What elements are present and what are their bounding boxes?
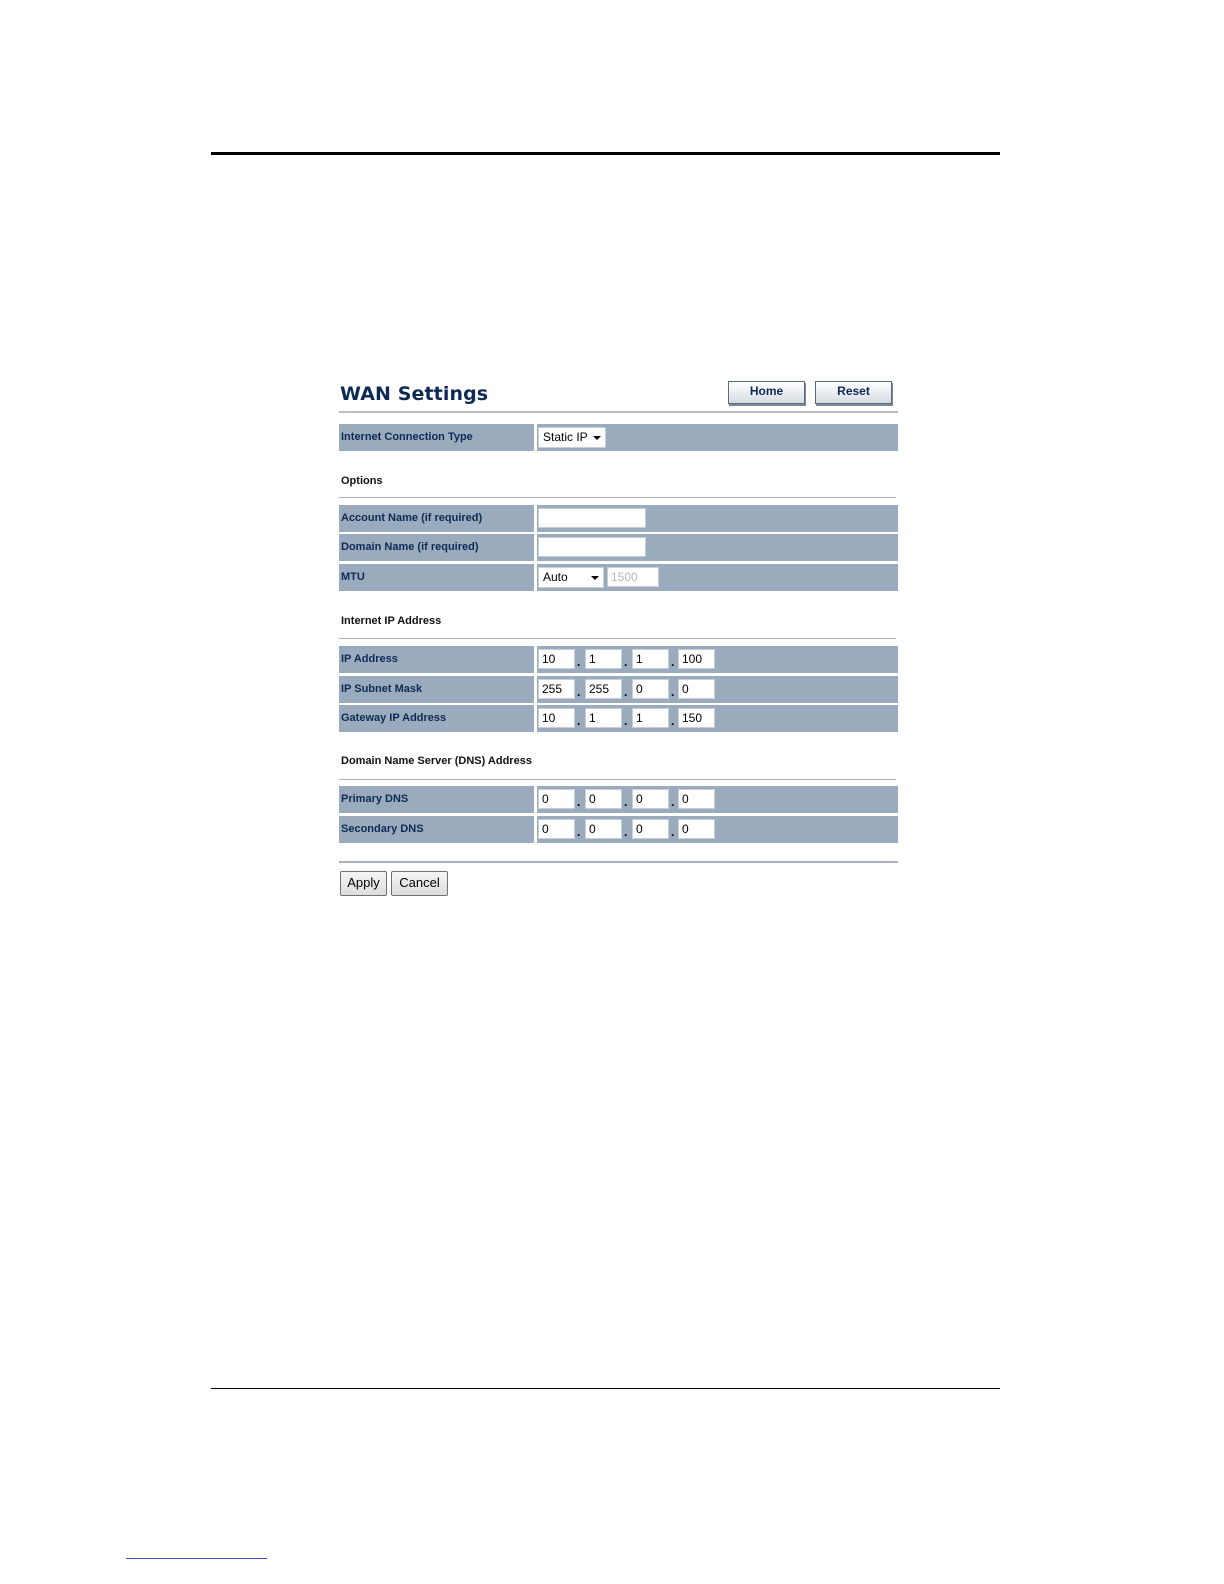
subnet-mask-octet-4[interactable]: 0 bbox=[678, 679, 715, 699]
account-name-label: Account Name (if required) bbox=[341, 512, 483, 524]
connection-type-label: Internet Connection Type bbox=[341, 431, 473, 443]
ip-address-octet-1[interactable]: 10 bbox=[538, 649, 575, 669]
octet-separator: . bbox=[671, 795, 675, 809]
ip-address-label: IP Address bbox=[341, 653, 398, 665]
mtu-row bbox=[339, 564, 898, 591]
octet-separator: . bbox=[671, 825, 675, 839]
octet-separator: . bbox=[624, 655, 628, 669]
form-bottom-divider bbox=[339, 861, 898, 863]
connection-type-row bbox=[339, 424, 898, 451]
primary-dns-label: Primary DNS bbox=[341, 793, 409, 805]
subnet-mask-octet-1[interactable]: 255 bbox=[538, 679, 575, 699]
options-divider bbox=[339, 497, 896, 498]
octet-separator: . bbox=[577, 714, 581, 728]
title-divider bbox=[339, 411, 898, 413]
gateway-octet-2[interactable]: 1 bbox=[585, 708, 622, 728]
domain-name-label: Domain Name (if required) bbox=[341, 541, 479, 553]
cancel-button[interactable]: Cancel bbox=[391, 871, 448, 896]
gateway-row bbox=[339, 705, 898, 732]
gateway-label: Gateway IP Address bbox=[341, 712, 447, 724]
gateway-octet-3[interactable]: 1 bbox=[632, 708, 669, 728]
octet-separator: . bbox=[671, 685, 675, 699]
mtu-value-input[interactable]: 1500 bbox=[607, 567, 659, 587]
home-button[interactable]: Home bbox=[728, 381, 805, 404]
connection-type-select[interactable] bbox=[538, 427, 606, 448]
octet-separator: . bbox=[671, 714, 675, 728]
connection-type-value: Static IP bbox=[543, 430, 588, 444]
primary-dns-octet-1[interactable]: 0 bbox=[538, 789, 575, 809]
mtu-label: MTU bbox=[341, 571, 365, 583]
header-rule bbox=[211, 152, 1000, 155]
ip-address-octet-4[interactable]: 100 bbox=[678, 649, 715, 669]
primary-dns-row bbox=[339, 786, 898, 813]
gateway-octet-4[interactable]: 150 bbox=[678, 708, 715, 728]
ip-address-octet-3[interactable]: 1 bbox=[632, 649, 669, 669]
secondary-dns-octet-4[interactable]: 0 bbox=[678, 819, 715, 839]
primary-dns-octet-3[interactable]: 0 bbox=[632, 789, 669, 809]
subnet-mask-label: IP Subnet Mask bbox=[341, 683, 423, 695]
secondary-dns-row bbox=[339, 816, 898, 843]
account-name-row bbox=[339, 505, 898, 532]
octet-separator: . bbox=[624, 685, 628, 699]
footer-rule bbox=[211, 1388, 1000, 1389]
octet-separator: . bbox=[624, 714, 628, 728]
domain-name-input[interactable] bbox=[538, 537, 646, 557]
octet-separator: . bbox=[577, 795, 581, 809]
chevron-down-icon bbox=[593, 436, 601, 440]
secondary-dns-label: Secondary DNS bbox=[341, 823, 424, 835]
domain-name-row bbox=[339, 534, 898, 561]
options-heading: Options bbox=[341, 475, 383, 487]
reset-button[interactable]: Reset bbox=[815, 381, 892, 404]
octet-separator: . bbox=[577, 655, 581, 669]
dns-divider bbox=[339, 779, 896, 780]
footnote-rule bbox=[126, 1558, 267, 1559]
internet-ip-divider bbox=[339, 638, 896, 639]
internet-ip-heading: Internet IP Address bbox=[341, 615, 442, 627]
octet-separator: . bbox=[624, 825, 628, 839]
gateway-octet-1[interactable]: 10 bbox=[538, 708, 575, 728]
octet-separator: . bbox=[577, 825, 581, 839]
ip-address-row bbox=[339, 646, 898, 673]
secondary-dns-octet-2[interactable]: 0 bbox=[585, 819, 622, 839]
primary-dns-octet-2[interactable]: 0 bbox=[585, 789, 622, 809]
subnet-mask-row bbox=[339, 676, 898, 703]
chevron-down-icon bbox=[591, 576, 599, 580]
primary-dns-octet-4[interactable]: 0 bbox=[678, 789, 715, 809]
secondary-dns-octet-3[interactable]: 0 bbox=[632, 819, 669, 839]
mtu-mode-select[interactable] bbox=[538, 567, 604, 588]
octet-separator: . bbox=[671, 655, 675, 669]
mtu-mode-value: Auto bbox=[543, 570, 568, 584]
page-title: WAN Settings bbox=[340, 383, 489, 405]
subnet-mask-octet-2[interactable]: 255 bbox=[585, 679, 622, 699]
octet-separator: . bbox=[624, 795, 628, 809]
apply-button[interactable]: Apply bbox=[340, 871, 387, 896]
account-name-input[interactable] bbox=[538, 508, 646, 528]
secondary-dns-octet-1[interactable]: 0 bbox=[538, 819, 575, 839]
octet-separator: . bbox=[577, 685, 581, 699]
dns-heading: Domain Name Server (DNS) Address bbox=[341, 755, 532, 767]
subnet-mask-octet-3[interactable]: 0 bbox=[632, 679, 669, 699]
ip-address-octet-2[interactable]: 1 bbox=[585, 649, 622, 669]
